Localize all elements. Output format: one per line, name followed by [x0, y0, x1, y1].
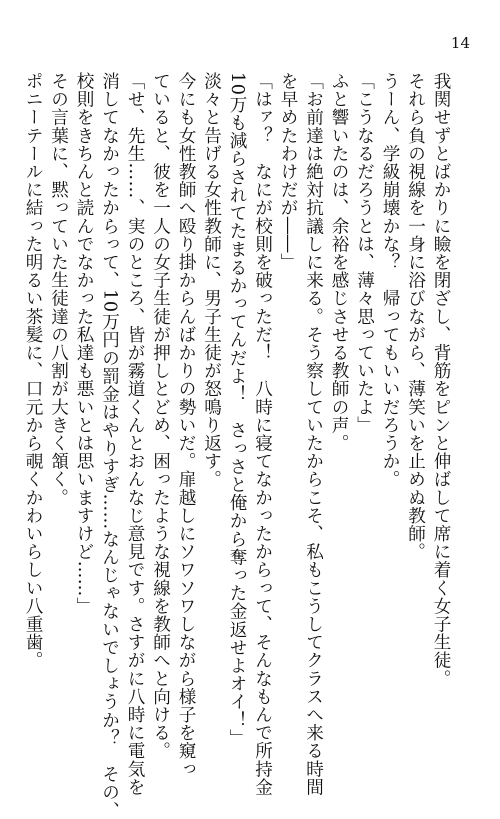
text-line: 「こうなるだろうとは、薄々思っていたよ」 — [354, 72, 375, 434]
text-line: 消してなかったからって、10万円の罰金はやりすぎ……なんじゃないでしょうか？ その、 — [99, 72, 120, 819]
text-line: ていると、彼を一人の女子生徒が押しとどめ、困ったような視線を教師へと向ける。 — [150, 72, 171, 760]
text-line: それら負の視線を一身に浴びながら、薄笑いを止めぬ教師。 — [405, 72, 426, 561]
text-line: ふと響いたのは、余裕を感じさせる教師の声。 — [329, 72, 349, 453]
text-line: うーん、学級崩壊かな？ 帰ってもいいだろうか。 — [380, 72, 400, 489]
text-line: 校則をきちんと読んでなかった私達も悪いとは思いますけど……」 — [74, 72, 94, 615]
text-line: 淡々と告げる女性教師に、男子生徒が怒鳴り返す。 — [201, 72, 222, 489]
text-line: 我関せずとばかりに瞼を閉ざし、背筋をピンと伸ばして席に着く女子生徒。 — [431, 72, 451, 688]
text-line: を早めたわけだが――」 — [278, 72, 298, 272]
text-line: 今にも女性教師へ殴り掛からんばかりの勢いだ。扉越しにソワソワしながら様子を窺っ — [176, 72, 196, 778]
vertical-text-block — [23, 72, 451, 819]
text-line: ポニーテールに結った明るい茶髪に、口元から覗くかわいらしい八重歯。 — [23, 72, 43, 670]
page-number: 14 — [450, 34, 470, 52]
text-line: その言葉に、黙っていた生徒達の八割が大きく頷く。 — [48, 72, 69, 507]
text-line: 「お前達は絶対抗議しに来る。そう察していたからこそ、私もこうしてクラスへ来る時間 — [303, 72, 324, 796]
text-line: 「はァ？ なにが校則を破っただ！ 八時に寝てなかったからって、そんなもんで所持金 — [252, 72, 273, 796]
text-line: 「せ、先生……、実のところ、皆が霧道くんとおんなじ意見です。さすがに八時に電気を — [125, 72, 145, 796]
text-line: 10万も減らされてたまるかってんだよ！ さっさと俺から奪った金返せよオイ！」 — [227, 72, 247, 747]
